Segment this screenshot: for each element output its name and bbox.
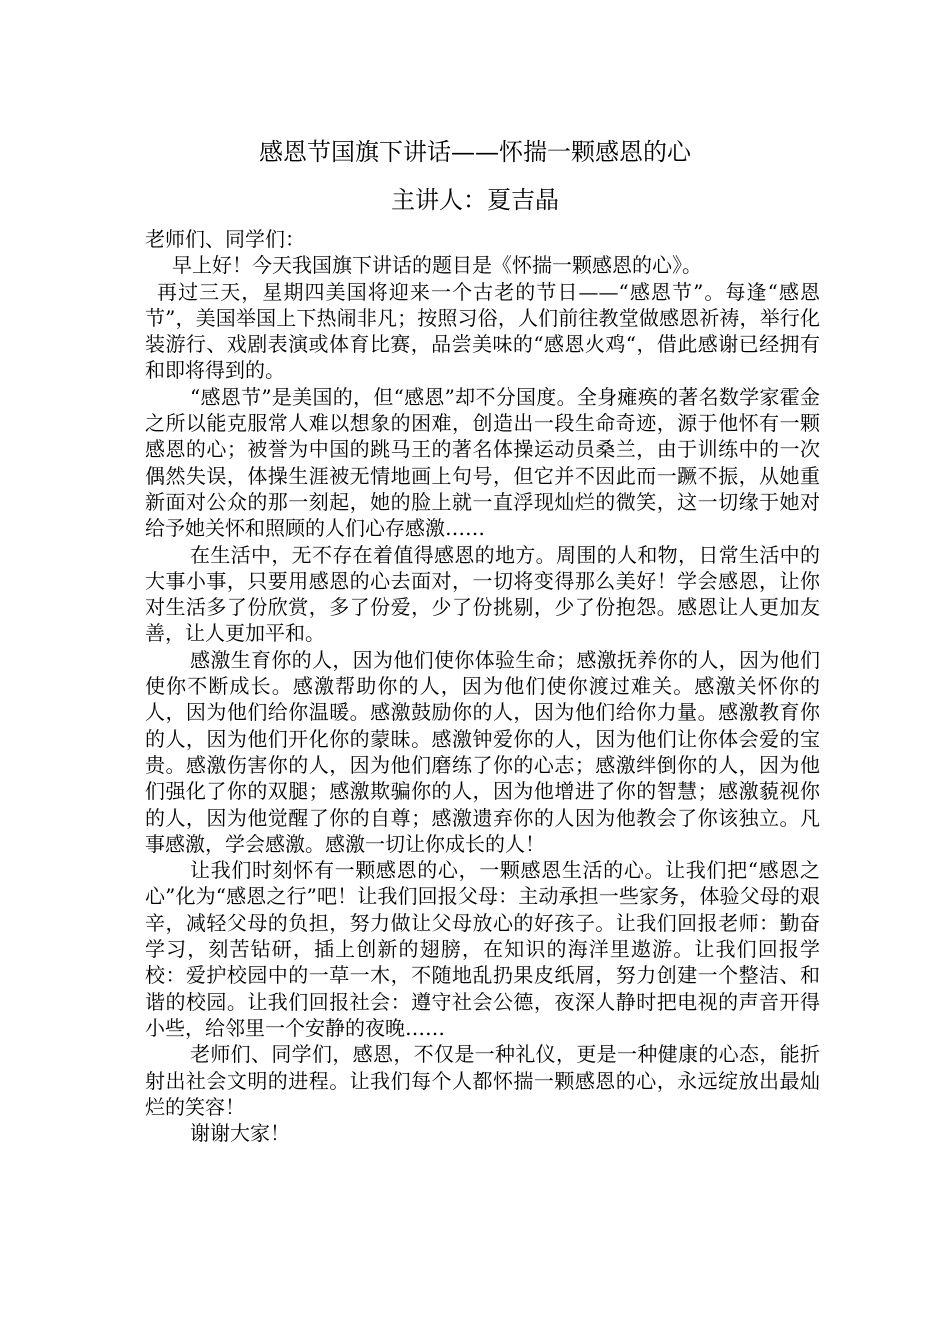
paragraph-gratitude-in-life: 在生活中，无不存在着值得感恩的地方。周围的人和物，日常生活中的大事小事，只要用感恩的心去面对，一切将变得那么美好！学会感恩，让你对生活多了份欣赏，多了份爱，少了份挑剔，少了份抱怨。感恩让人更加友善，让人更加平和。 (145, 542, 820, 646)
paragraph-gratitude-in-action: 让我们时刻怀有一颗感恩的心，一颗感恩生活的心。让我们把“感恩之心”化为“感恩之行”吧！让我们回报父母：主动承担一些家务，体验父母的艰辛，减轻父母的负担，努力做让父母放心的好孩子。让我们回报老师：勤奋学习，刻苦钻研，插上创新的翅膀，在知识的海洋里遨游。让我们回报学校：爱护校园中的一草一木，不随地乱扔果皮纸屑，努力创建一个整洁、和谐的校园。让我们回报社会：遵守社会公德，夜深人静时把电视的声音开得小些，给邻里一个安静的夜晚…… (145, 858, 820, 1040)
document-title: 感恩节国旗下讲话——怀揣一颗感恩的心 (259, 138, 691, 166)
paragraph-greeting: 早上好！今天我国旗下讲话的题目是《怀揣一颗感恩的心》。 (172, 253, 702, 278)
paragraph-conclusion: 老师们、同学们，感恩，不仅是一种礼仪，更是一种健康的心态，能折射出社会文明的进程。让我们每个人都怀揣一颗感恩的心，永远绽放出最灿烂的笑容！ (145, 1042, 820, 1119)
paragraph-thanks: 谢谢大家！ (190, 1121, 290, 1146)
paragraph-thank-everyone: 感激生育你的人，因为他们使你体验生命；感激抚养你的人，因为他们使你不断成长。感激帮助你的人，因为他们使你渡过难关。感激关怀你的人，因为他们给你温暖。感激鼓励你的人，因为他们给你力量。感激教育你的人，因为他们开化你的蒙昧。感激钟爱你的人，因为他们让你体会爱的宝贵。感激伤害你的人，因为他们磨练了你的心志；感激绊倒你的人，因为他们强化了你的双腿；感激欺骗你的人，因为他增进了你的智慧；感激藐视你的人，因为他觉醒了你的自尊；感激遗弃你的人因为他教会了你该独立。凡事感激，学会感激。感激一切让你成长的人！ (145, 647, 820, 856)
salutation: 老师们、同学们： (145, 227, 305, 251)
paragraph-gratitude-examples: “感恩节”是美国的，但“感恩”却不分国度。全身瘫痪的著名数学家霍金之所以能克服常人难以想象的困难，创造出一段生命奇迹，源于他怀有一颗感恩的心；被誉为中国的跳马王的著名体操运动员桑兰，由于训练中的一次偶然失误，体操生涯被无情地画上句号，但它并不因此而一蹶不振，从她重新面对公众的那一刻起，她的脸上就一直浮现灿烂的微笑，这一切缘于她对给予她关怀和照顾的人们心存感激…… (145, 384, 820, 541)
speech-body (145, 226, 820, 1146)
paragraph-thanksgiving-intro: 再过三天，星期四美国将迎来一个古老的节日——“感恩节”。每逢“感恩节”，美国举国上下热闹非凡；按照习俗，人们前往教堂做感恩祈祷，举行化装游行、戏剧表演或体育比赛，品尝美味的“感恩火鸡“，借此感谢已经拥有和即将得到的。 (145, 279, 820, 383)
speaker-line: 主讲人：夏吉晶 (391, 186, 559, 214)
